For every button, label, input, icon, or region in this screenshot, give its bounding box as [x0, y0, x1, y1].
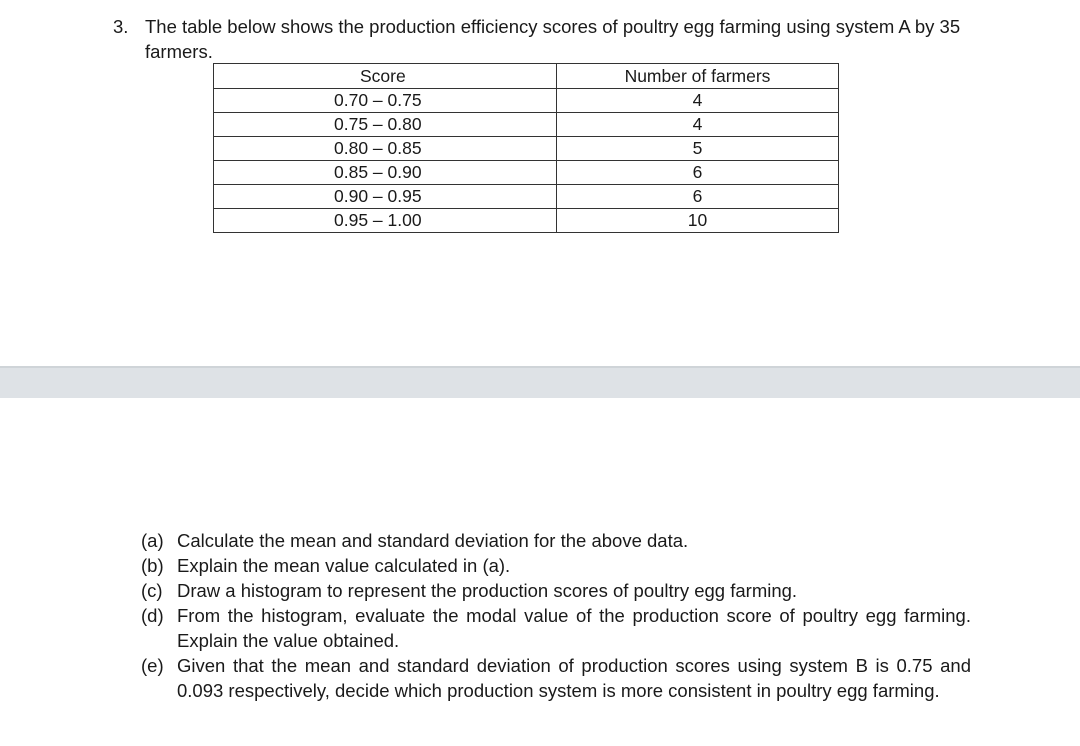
table-header-row — [214, 64, 839, 89]
farmers-cell: 10 — [557, 209, 839, 233]
farmers-cell: 6 — [557, 185, 839, 209]
farmers-cell: 4 — [557, 113, 839, 137]
part-a — [141, 528, 971, 553]
question-parts — [141, 528, 971, 703]
question-text: The table below shows the production efficiency scores of poultry egg farming using system A by 35 farmers. — [145, 16, 961, 62]
table-row — [214, 137, 839, 161]
part-label: (b) — [141, 555, 164, 576]
part-d — [141, 603, 971, 653]
table-row — [214, 161, 839, 185]
question-number: 3. — [113, 16, 129, 37]
part-text: Draw a histogram to represent the production scores of poultry egg farming. — [177, 580, 798, 601]
score-cell: 0.90 – 0.95 — [214, 185, 557, 209]
score-cell: 0.85 – 0.90 — [214, 161, 557, 185]
part-e — [141, 653, 971, 703]
column-header-score: Score — [214, 64, 557, 89]
table-row — [214, 185, 839, 209]
farmers-cell: 6 — [557, 161, 839, 185]
part-b — [141, 553, 971, 578]
score-cell: 0.70 – 0.75 — [214, 89, 557, 113]
score-cell: 0.75 – 0.80 — [214, 113, 557, 137]
part-text: Calculate the mean and standard deviation for the above data. — [177, 530, 689, 551]
part-text: From the histogram, evaluate the modal value of the production score of poultry egg farming. Explain the value obtained. — [177, 605, 971, 651]
part-label: (e) — [141, 655, 164, 676]
table-row — [214, 113, 839, 137]
score-cell: 0.80 – 0.85 — [214, 137, 557, 161]
column-header-number-of-farmers: Number of farmers — [557, 64, 839, 89]
frequency-table — [213, 63, 839, 233]
page-divider — [0, 366, 1080, 398]
score-cell: 0.95 – 1.00 — [214, 209, 557, 233]
part-text: Explain the mean value calculated in (a). — [177, 555, 511, 576]
table-row — [214, 209, 839, 233]
part-label: (d) — [141, 605, 164, 626]
part-label: (c) — [141, 580, 163, 601]
farmers-cell: 4 — [557, 89, 839, 113]
part-label: (a) — [141, 530, 164, 551]
farmers-cell: 5 — [557, 137, 839, 161]
part-text: Given that the mean and standard deviation of production scores using system B is 0.75 and 0.093 respectively, decide which production system is more consistent in poultry egg farming. — [177, 655, 971, 701]
table-row — [214, 89, 839, 113]
part-c — [141, 578, 971, 603]
question-header — [113, 14, 993, 64]
